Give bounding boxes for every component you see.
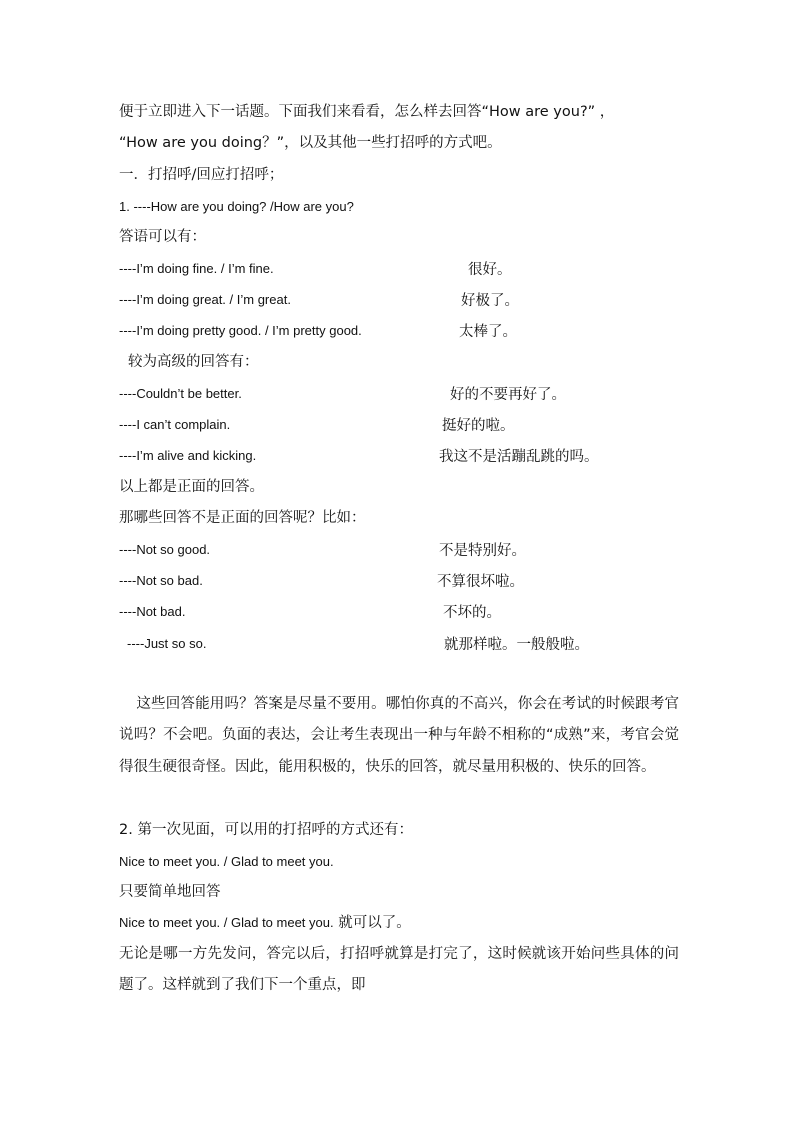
negative-cn-2: 不算很坏啦。: [437, 574, 524, 590]
advice-paragraph: 这些回答能用吗？答案是尽量不要用。哪怕你真的不高兴，你会在考试的时候跟考官说吗？不会吧。负面的表达，会让考生表现出一种与年龄不相称的“成熟”来，考官会觉得很生硬很奇怪。因此，能用积极的，快乐的回答，就尽量用积极的、快乐的回答。: [119, 696, 679, 775]
negative-en-2: ----Not so bad.: [119, 573, 203, 588]
answer-cn-2: 好极了。: [461, 293, 519, 309]
advanced-label: 较为高级的回答有：: [128, 354, 259, 370]
closing-paragraph: 无论是哪一方先发问，答完以后，打招呼就算是打完了，这时候就该开始问些具体的问题了。这样就到了我们下一个重点，即: [119, 946, 679, 994]
advanced-cn-3: 我这不是活蹦乱跳的吗。: [439, 449, 599, 465]
item-2-heading: 2. 第一次见面，可以用的打招呼的方式还有：: [119, 822, 413, 838]
intro-line-2: “How are you doing？”，以及其他一些打招呼的方式吧。: [119, 135, 502, 151]
answer-cn-1: 很好。: [468, 262, 512, 278]
section-heading: 一．打招呼/回应打招呼；: [119, 167, 284, 183]
advanced-cn-2: 挺好的啦。: [442, 418, 515, 434]
negative-cn-3: 不坏的。: [443, 605, 501, 621]
meet-phrase: Nice to meet you. / Glad to meet you.: [119, 854, 334, 869]
answer-cn-3: 太棒了。: [459, 324, 517, 340]
positive-note: 以上都是正面的回答。: [119, 479, 264, 495]
item-1-question: 1. ----How are you doing? /How are you?: [119, 199, 354, 214]
negative-en-4: ----Just so so.: [127, 636, 207, 651]
answer-en-1: ----I’m doing fine. / I’m fine.: [119, 261, 274, 276]
advanced-en-2: ----I can’t complain.: [119, 417, 231, 432]
negative-label: 那哪些回答不是正面的回答呢？比如：: [119, 510, 366, 526]
advanced-en-3: ----I’m alive and kicking.: [119, 448, 257, 463]
simple-answer-label: 只要简单地回答: [119, 884, 221, 900]
answer-en-3: ----I’m doing pretty good. / I’m pretty good.: [119, 323, 362, 338]
negative-cn-4: 就那样啦。一般般啦。: [444, 637, 589, 653]
advanced-en-1: ----Couldn’t be better.: [119, 386, 242, 401]
answer-en-2: ----I’m doing great. / I’m great.: [119, 292, 291, 307]
negative-en-1: ----Not so good.: [119, 542, 211, 557]
negative-en-3: ----Not bad.: [119, 604, 186, 619]
meet-reply-line: [119, 913, 411, 933]
answers-label: 答语可以有：: [119, 229, 206, 245]
negative-cn-1: 不是特别好。: [439, 543, 526, 559]
meet-reply-cn: 就可以了。: [333, 915, 411, 931]
advanced-cn-1: 好的不要再好了。: [450, 387, 566, 403]
intro-line-1: 便于立即进入下一话题。下面我们来看看，怎么样去回答“How are you?” ，: [119, 104, 615, 120]
meet-reply-en: Nice to meet you. / Glad to meet you.: [119, 915, 334, 930]
